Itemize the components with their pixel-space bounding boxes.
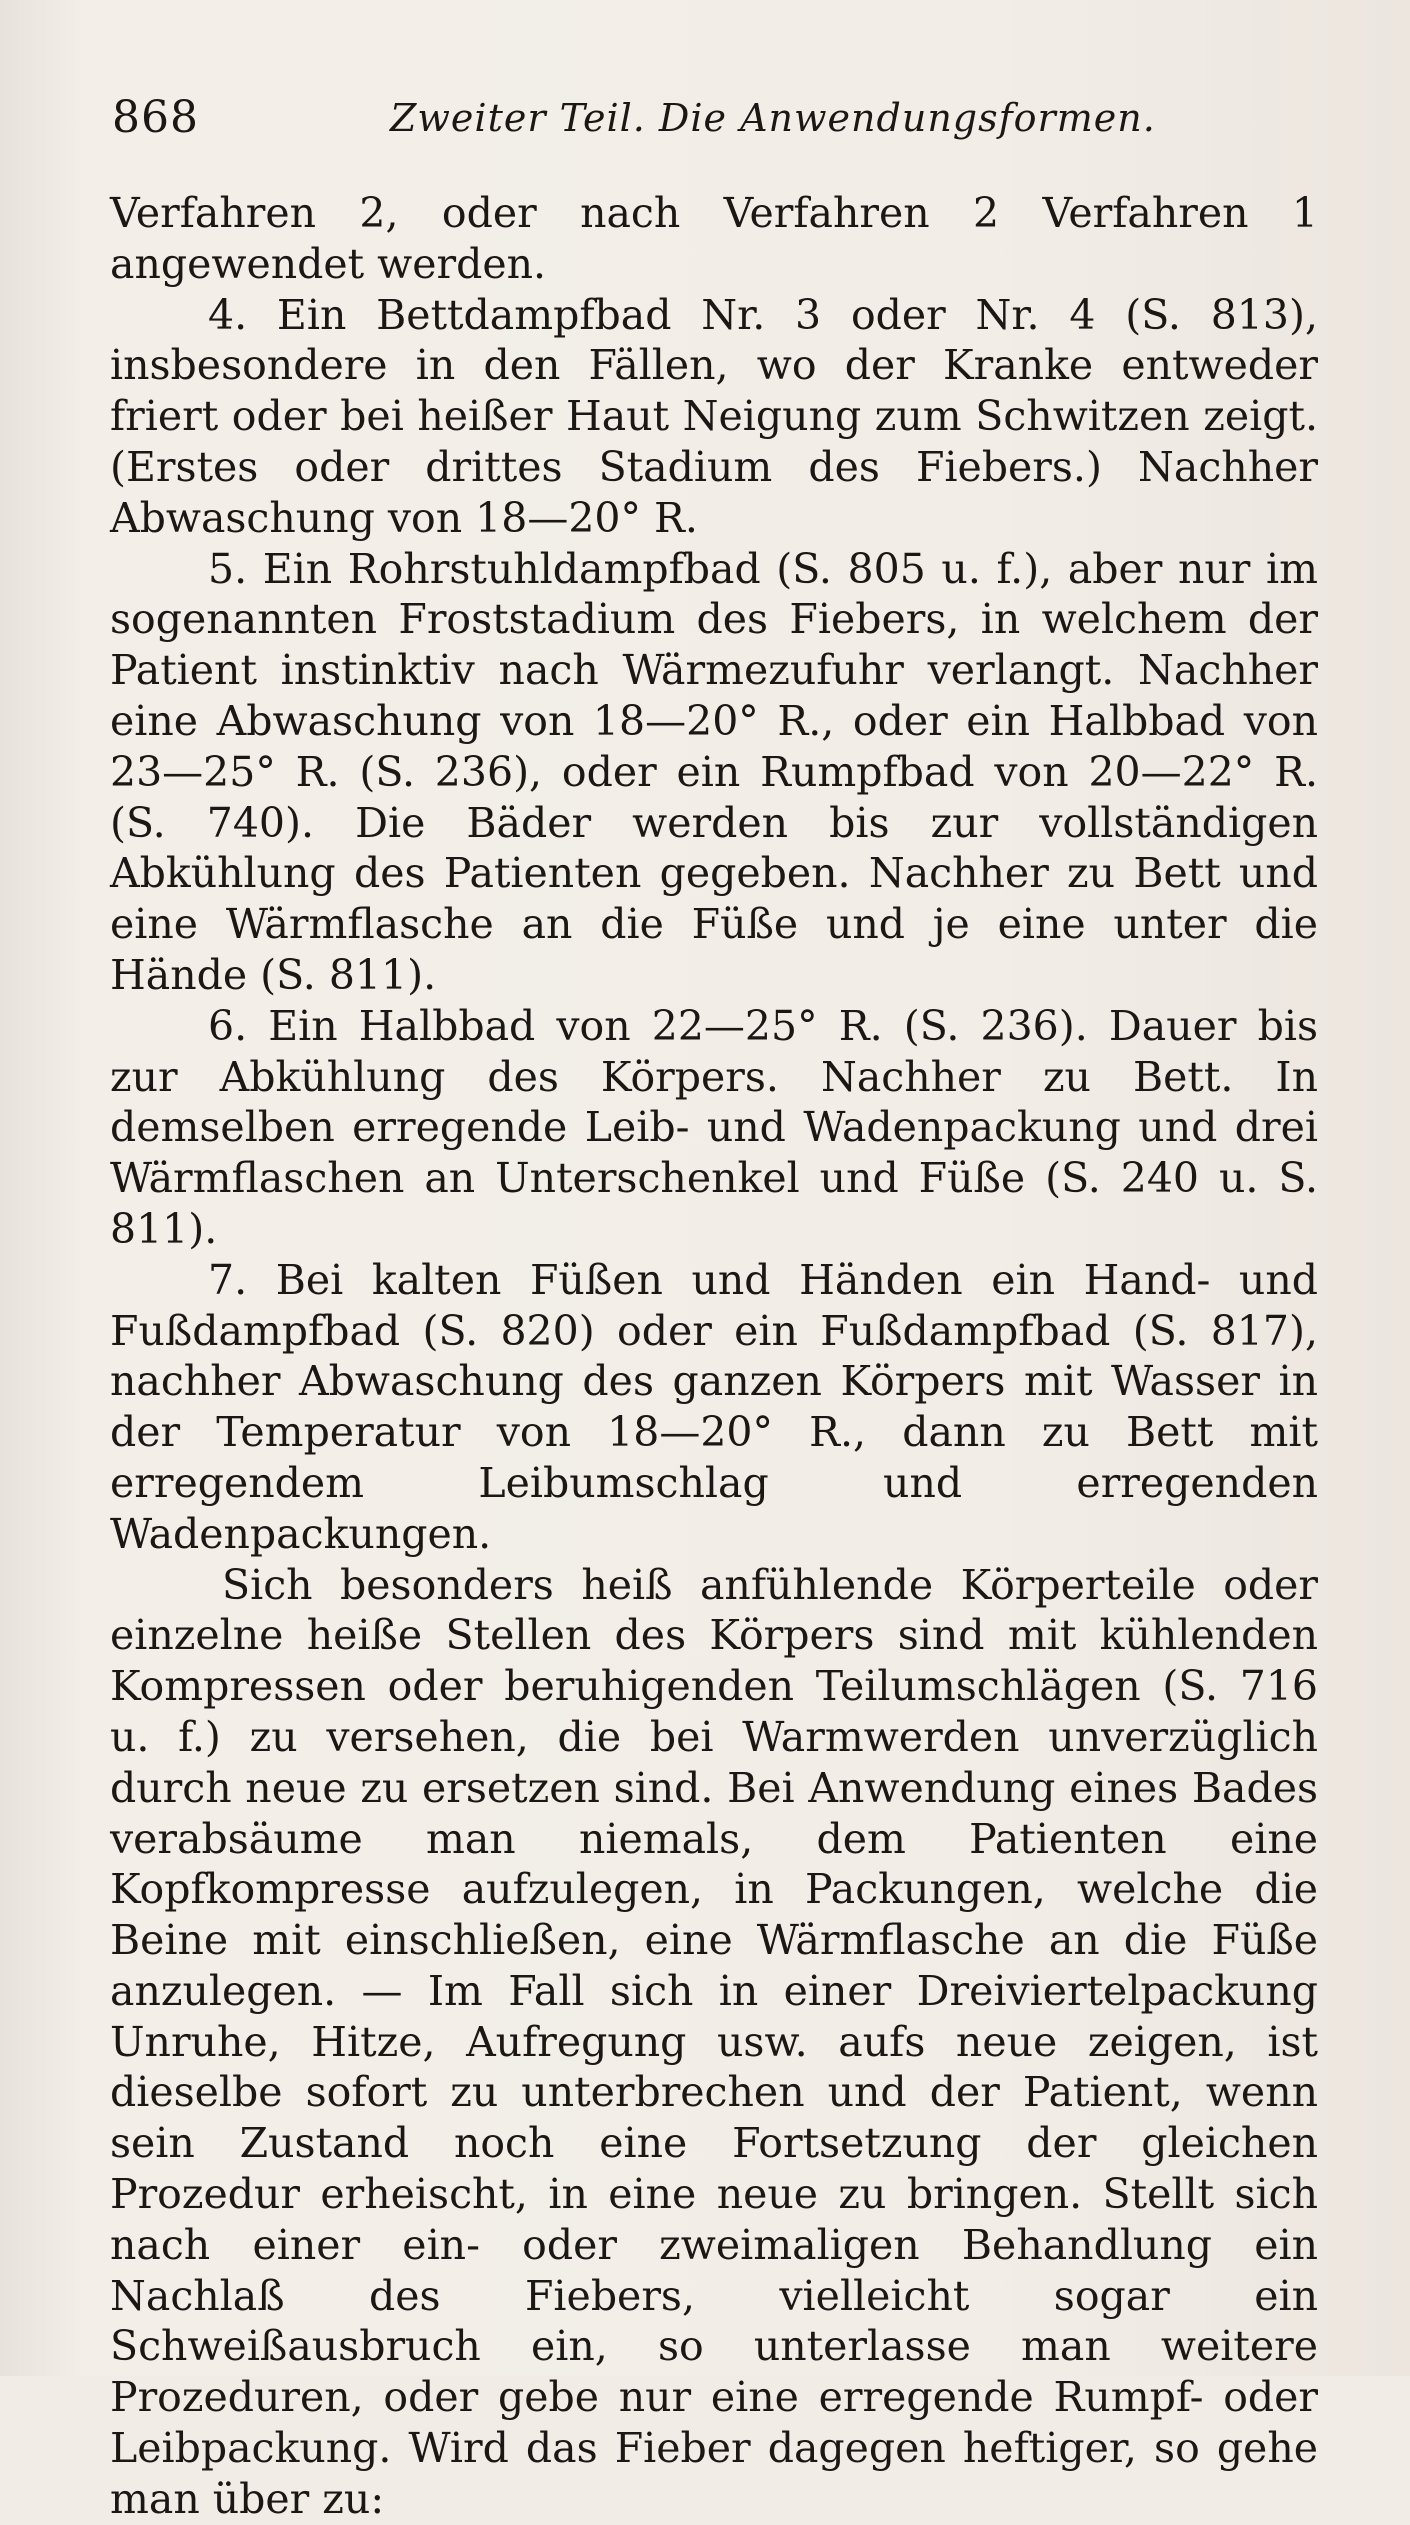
page-number: 868 bbox=[112, 92, 199, 143]
list-item-5: 5. Ein Rohrstuhldampfbad (S. 805 u. f.), aber nur im sogenannten Froststadium des Fiebers, in welchem der Patient instinktiv nach Wärmezufuhr verlangt. Nachher eine Abwaschung von 18—20° R., oder ein Halbbad von 23—25° R. (S. 236), oder ein Rumpfbad von 20—22° R. (S. 740). Die Bäder werden bis zur vollständigen Abkühlung des Patienten gegeben. Nachher zu Bett und eine Wärmflasche an die Füße und je eine unter die Hände (S. 811). bbox=[110, 544, 1318, 999]
page-header bbox=[112, 92, 1317, 152]
paragraph-continuation: Verfahren 2, oder nach Verfahren 2 Verfahren 1 angewendet werden. bbox=[110, 189, 1318, 288]
list-item-7: 7. Bei kalten Füßen und Händen ein Hand- und Fußdampfbad (S. 820) oder ein Fußdampfbad (S. 817), nachher Abwaschung des ganzen Körpers mit Wasser in der Temperatur von 18—20° R., dann zu Bett mit erregendem Leibumschlag und erregenden Wadenpackungen. bbox=[110, 1255, 1318, 1558]
paragraph-main: Sich besonders heiß anfühlende Körperteile oder einzelne heiße Stellen des Körpers sind mit kühlenden Kompressen oder beruhigenden Teilumschlägen (S. 716 u. f.) zu versehen, die bei Warmwerden unverzüglich durch neue zu ersetzen sind. Bei Anwendung eines Bades verabsäume man niemals, dem Patienten eine Kopfkompresse aufzulegen, in Packungen, welche die Beine mit einschließen, eine Wärmflasche an die Füße anzulegen. — Im Fall sich in einer Dreiviertelpackung Unruhe, Hitze, Aufregung usw. aufs neue zeigen, ist dieselbe sofort zu unterbrechen und der Patient, wenn sein Zustand noch eine Fortsetzung der gleichen Prozedur erheischt, in eine neue zu bringen. Stellt sich nach einer ein- oder zweimaligen Behandlung ein Nachlaß des Fiebers, vielleicht sogar ein Schweißausbruch ein, so unterlasse man weitere Prozeduren, oder gebe nur eine erregende Rumpf- oder Leibpackung. Wird das Fieber dagegen heftiger, so gehe man über zu: bbox=[110, 1560, 1318, 2523]
list-item-6: 6. Ein Halbbad von 22—25° R. (S. 236). Dauer bis zur Abkühlung des Körpers. Nachher zu Bett. In demselben erregende Leib- und Wadenpackung und drei Wärmflaschen an Unterschenkel und Füße (S. 240 u. S. 811). bbox=[110, 1001, 1318, 1253]
body-text bbox=[110, 188, 1318, 2525]
list-item-4: 4. Ein Bettdampfbad Nr. 3 oder Nr. 4 (S. 813), insbesondere in den Fällen, wo der Kranke entweder friert oder bei heißer Haut Neigung zum Schwitzen zeigt. (Erstes oder drittes Stadium des Fiebers.) Nachher Abwaschung von 18—20° R. bbox=[110, 290, 1318, 542]
running-head: Zweiter Teil. Die Anwendungsformen. bbox=[390, 96, 1156, 140]
